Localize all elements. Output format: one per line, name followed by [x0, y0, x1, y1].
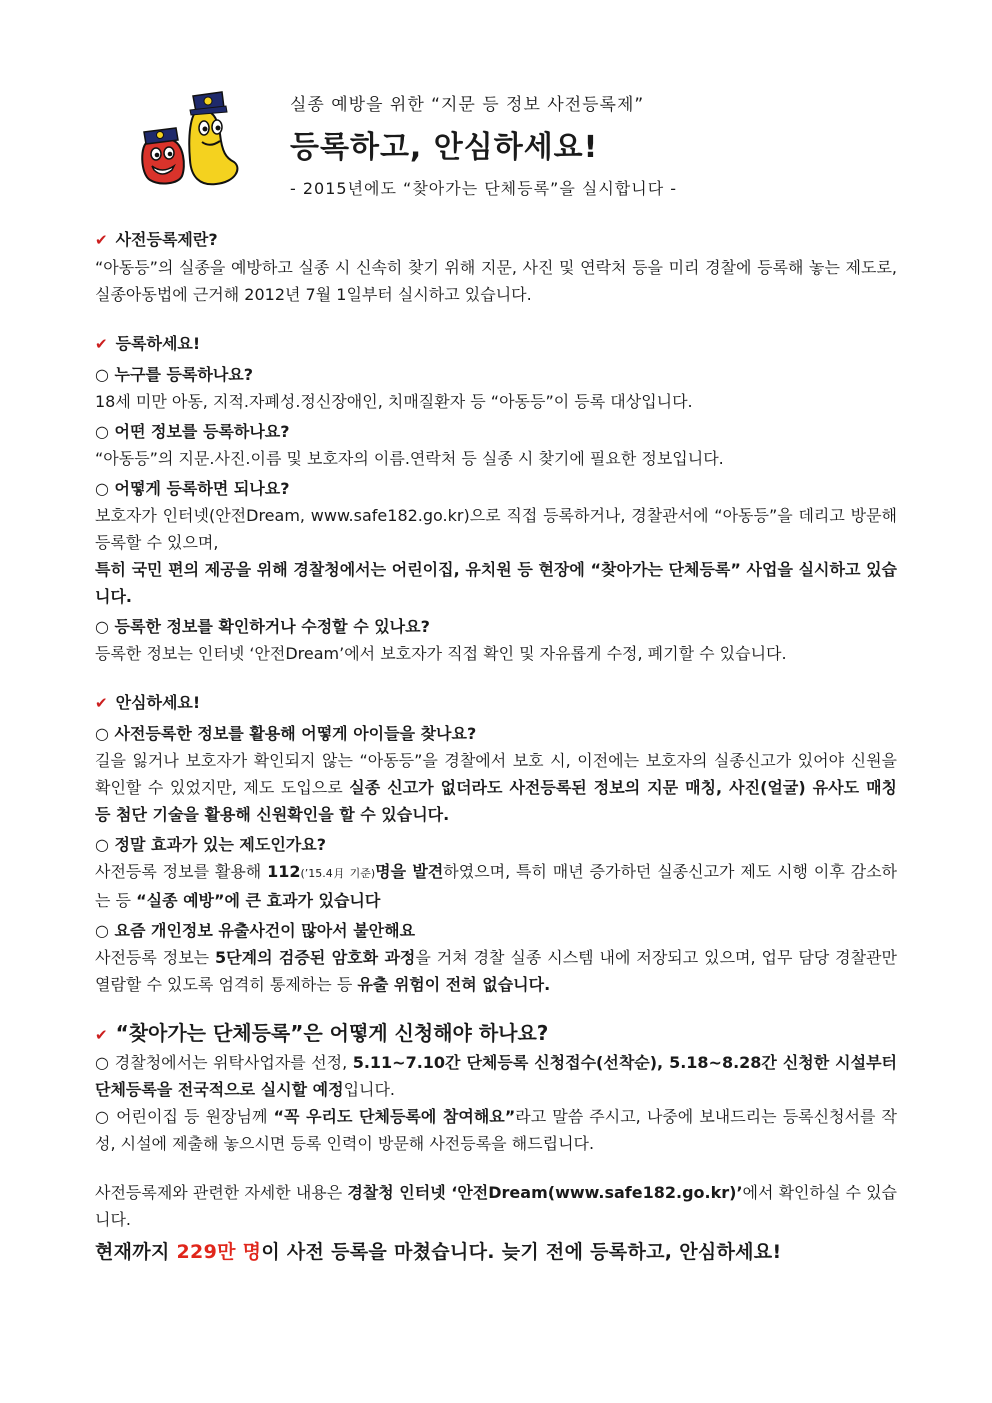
answer [95, 944, 897, 998]
count-basis-note: (’15.4月 기준) [300, 867, 376, 880]
answer-text: 입니다. [343, 1080, 396, 1099]
section-title-text: 사전등록제란? [115, 230, 218, 249]
footer-text: 사전등록제와 관련한 자세한 내용은 [95, 1183, 348, 1202]
police-mascot-illustration [138, 82, 248, 192]
question: ○ 사전등록한 정보를 활용해 어떻게 아이들을 찾나요? [95, 724, 477, 743]
answer-bold-text: “실종 예방”에 큰 효과가 있습니다 [136, 891, 381, 910]
answer-bold-text: 5.11~7.10간 단체등록 신청접수(선착순), 5.18~8.28간 신청한 시설부터 단체등록을 전국적으로 실시할 예정 [95, 1053, 897, 1099]
answer-text: 사전등록 정보를 활용해 [95, 862, 268, 881]
checkmark-icon: ✔ [95, 335, 108, 353]
document-body [95, 226, 897, 1266]
checkmark-icon: ✔ [95, 694, 108, 712]
section-title-intro [95, 226, 897, 254]
footer-text: 에서 확인하실 수 있습니다. [95, 1183, 897, 1229]
answer-bold-text: 실종 신고가 없더라도 사전등록된 정보의 지문 매칭, 사진(얼굴) 유사도 매칭 등 첨단 기술을 활용해 신원확인을 할 수 있습니다. [95, 778, 897, 824]
answer-text: 라고 말씀 주시고, 나중에 보내드리는 등록신청서를 작성, 시설에 제출해 놓으시면 등록 인력이 방문해 사전등록을 해드립니다. [95, 1107, 897, 1153]
answer-text: ○ 경찰청에서는 위탁사업자를 선정, [95, 1053, 353, 1072]
final-text: 이 사전 등록을 마쳤습니다. 늦기 전에 등록하고, 안심하세요! [261, 1241, 782, 1263]
answer-bold-text: 5단계의 검증된 암호화 과정 [215, 948, 416, 967]
checkmark-icon: ✔ [95, 1026, 108, 1044]
question: ○ 어떻게 등록하면 되나요? [95, 479, 290, 498]
answer [95, 858, 897, 914]
intro-body: “아동등”의 실종을 예방하고 실종 시 신속히 찾기 위해 지문, 사진 및 연락처 등을 미리 경찰에 등록해 놓는 제도로, 실종아동법에 근거해 2012년 7월 1일부터 실시하고 있습니다. [95, 258, 897, 304]
section-title-text: 등록하세요! [115, 334, 201, 353]
section-title-register [95, 330, 897, 358]
answer-text: ○ 어린이집 등 원장님께 [95, 1107, 274, 1126]
question: ○ 등록한 정보를 확인하거나 수정할 수 있나요? [95, 617, 430, 636]
question: ○ 요즘 개인정보 유출사건이 많아서 불안해요 [95, 921, 416, 940]
answer-bold-text: “꼭 우리도 단체등록에 참여해요” [273, 1107, 516, 1126]
answer: 등록한 정보는 인터넷 ‘안전Dream’에서 보호자가 직접 확인 및 자유롭게 수정, 폐기할 수 있습니다. [95, 644, 787, 663]
answer-bold-text: 명을 발견 [375, 862, 444, 881]
section-title-apply [95, 1020, 897, 1049]
answer-text: 사전등록 정보는 [95, 948, 216, 967]
question: ○ 어떤 정보를 등록하나요? [95, 422, 290, 441]
checkmark-icon: ✔ [95, 231, 108, 249]
question: ○ 누구를 등록하나요? [95, 365, 254, 384]
apply-paragraph-2 [95, 1103, 897, 1157]
section-title-text: 안심하세요! [115, 693, 201, 712]
answer: 보호자가 인터넷(안전Dream, www.safe182.go.kr)으로 직접 등록하거나, 경찰관서에 “아동등”을 데리고 방문해 등록할 수 있으며, [95, 506, 897, 552]
question: ○ 정말 효과가 있는 제도인가요? [95, 835, 326, 854]
footer-info [95, 1179, 897, 1233]
answer-bold-text: 유출 위험이 전혀 없습니다. [357, 975, 551, 994]
answer [95, 747, 897, 828]
header-date-note: - 2015년에도 “찾아가는 단체등록”을 실시합니다 - [290, 179, 678, 198]
found-count: 112 [267, 862, 301, 881]
header-subtitle: 실종 예방을 위한 “지문 등 정보 사전등록제” [290, 95, 645, 115]
answer-bold: 특히 국민 편의 제공을 위해 경찰청에서는 어린이집, 유치원 등 현장에 “찾아가는 단체등록” 사업을 실시하고 있습니다. [95, 560, 897, 606]
answer-text: 하였으며, 특히 매년 증가하던 실종신고가 제도 시행 이후 감소하는 등 [95, 862, 897, 910]
final-text: 현재까지 [95, 1241, 177, 1263]
section-title-relief [95, 689, 897, 717]
header-title: 등록하고, 안심하세요! [290, 130, 599, 165]
answer-text: 길을 잃거나 보호자가 확인되지 않는 “아동등”을 경찰에서 보호 시, 이전에는 보호자의 실종신고가 있어야 신원을 확인할 수 있었지만, 제도 도입으로 [95, 751, 897, 797]
answer-text: 을 거쳐 경찰 실종 시스템 내에 저장되고 있으며, 업무 담당 경찰관만 열람할 수 있도록 엄격히 통제하는 등 [95, 948, 897, 994]
apply-paragraph-1 [95, 1049, 897, 1103]
registered-count: 229만 명 [176, 1241, 262, 1263]
final-message [95, 1239, 897, 1266]
footer-website: 경찰청 인터넷 ‘안전Dream(www.safe182.go.kr)’ [347, 1183, 743, 1202]
section-title-text: “찾아가는 단체등록”은 어떻게 신청해야 하나요? [115, 1021, 549, 1045]
answer: 18세 미만 아동, 지적.자폐성.정신장애인, 치매질환자 등 “아동등”이 등록 대상입니다. [95, 392, 693, 411]
answer: “아동등”의 지문.사진.이름 및 보호자의 이름.연락처 등 실종 시 찾기에 필요한 정보입니다. [95, 449, 724, 468]
